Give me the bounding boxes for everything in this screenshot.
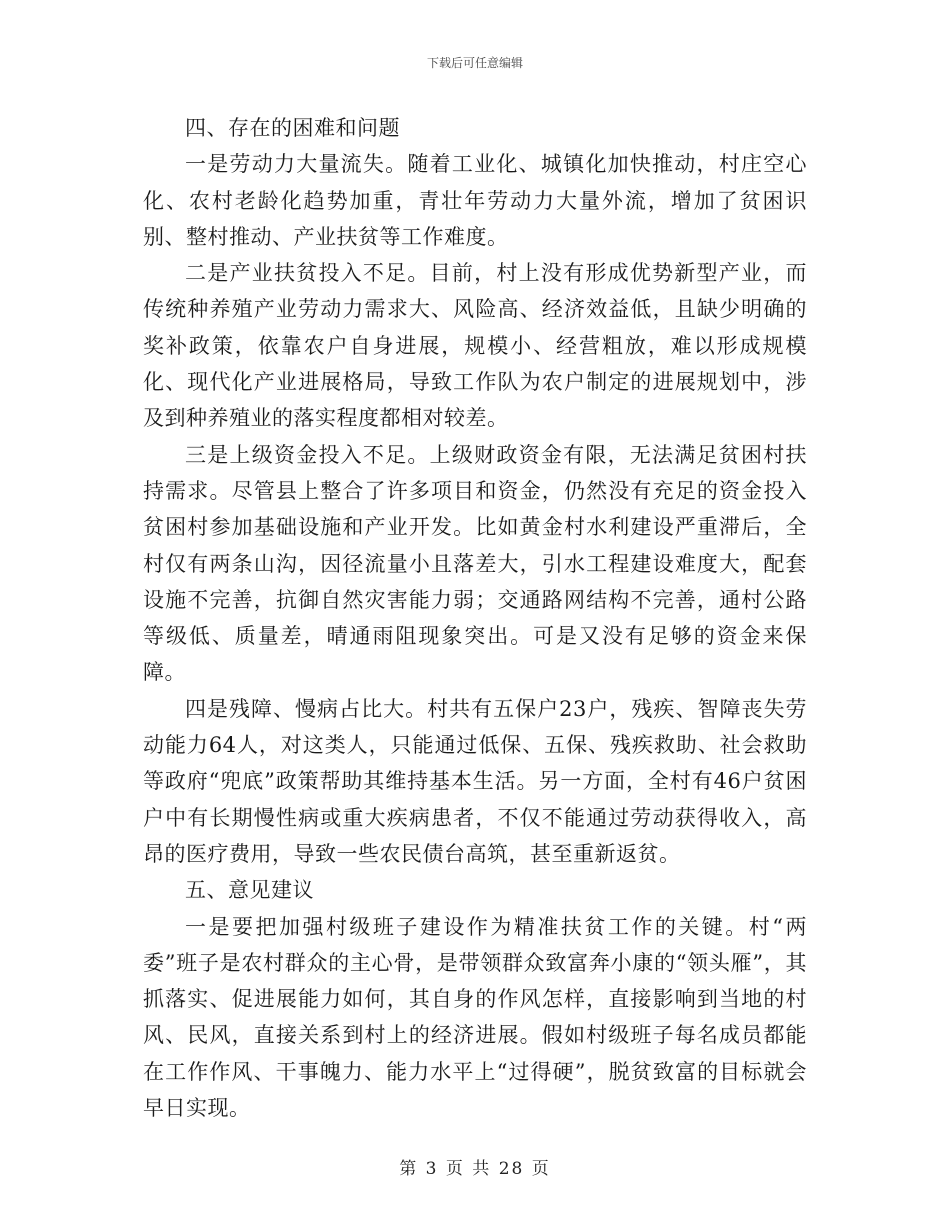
paragraph-disability-illness: 四是残障、慢病占比大。村共有五保户23户，残疾、智障丧失劳动能力64人，对这类人，只能通过低保、五保、残疾救助、社会救助等政府“兜底”政策帮助其维持基本生活。另一方面，全村有46户贫困户中有长期慢性病或重大疾病患者，不仅不能通过劳动获得收入，高昂的医疗费用，导致一些农民债台高筑，甚至重新返贫。 xyxy=(143,696,807,866)
section-heading-suggestions: 五、意见建议 xyxy=(185,878,314,903)
paragraph-labor-loss: 一是劳动力大量流失。随着工业化、城镇化加快推动，村庄空心化、农村老龄化趋势加重，青壮年劳动力大量外流，增加了贫困识别、整村推动、产业扶贫等工作难度。 xyxy=(143,152,807,249)
page-number-footer: 第 3 页 共 28 页 xyxy=(399,1159,551,1179)
paragraph-funding-shortage: 三是上级资金投入不足。上级财政资金有限，无法满足贫困村扶持需求。尽管县上整合了许多项目和资金，仍然没有充足的资金投入贫困村参加基础设施和产业开发。比如黄金村水利建设严重滞后，全村仅有两条山沟，因径流量小且落差大，引水工程建设难度大，配套设施不完善，抗御自然灾害能力弱；交通路网结构不完善，通村公路等级低、质量差，晴通雨阻现象突出。可是又没有足够的资金来保障。 xyxy=(143,442,807,685)
paragraph-industry-investment: 二是产业扶贫投入不足。目前，村上没有形成优势新型产业，而传统种养殖产业劳动力需求大、风险高、经济效益低，且缺少明确的奖补政策，依靠农户自身进展，规模小、经营粗放，难以形成规模化、现代化产业进展格局，导致工作队为农户制定的进展规划中，涉及到种养殖业的落实程度都相对较差。 xyxy=(143,261,807,431)
page-header-note: 下载后可任意编辑 xyxy=(426,56,523,70)
paragraph-village-leadership: 一是要把加强村级班子建设作为精准扶贫工作的关键。村“两委”班子是农村群众的主心骨，是带领群众致富奔小康的“领头雁”，其抓落实、促进展能力如何，其自身的作风怎样，直接影响到当地的村风、民风，直接关系到村上的经济进展。假如村级班子每名成员都能在工作作风、干事魄力、能力水平上“过得硬”，脱贫致富的目标就会早日实现。 xyxy=(143,914,807,1121)
document-body xyxy=(143,110,807,1126)
section-heading-difficulties: 四、存在的困难和问题 xyxy=(185,116,400,140)
